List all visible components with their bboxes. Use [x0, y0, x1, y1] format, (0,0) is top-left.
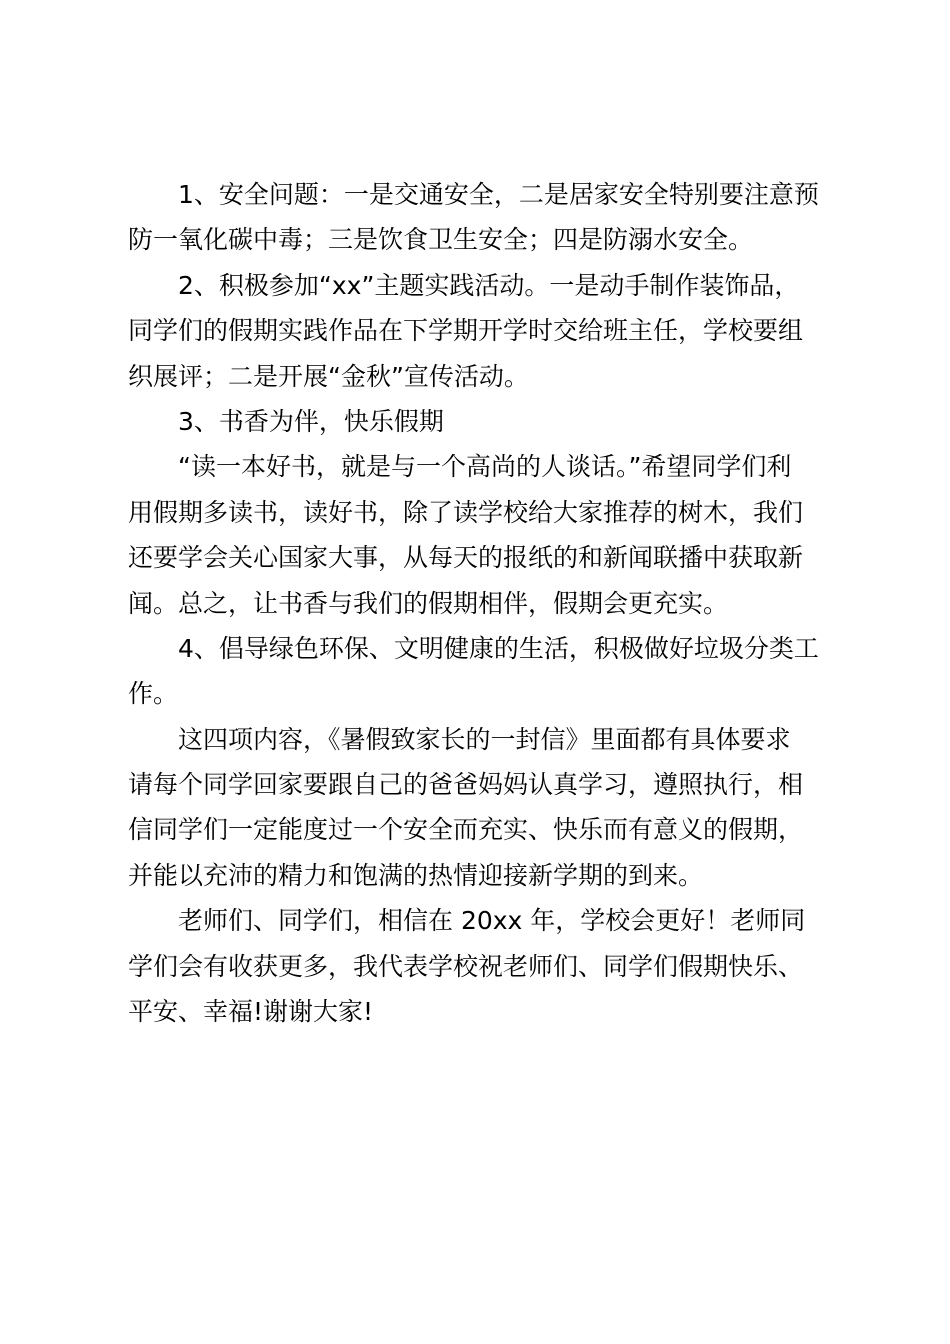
text-line: 4、倡导绿色环保、文明健康的生活，积极做好垃圾分类工	[178, 633, 819, 663]
paragraph-green-living	[128, 626, 834, 717]
paragraph-safety	[128, 172, 834, 263]
text-line: 信同学们一定能度过一个安全而充实、快乐而有意义的假期，	[128, 815, 804, 845]
text-line: 防一氧化碳中毒；三是饮食卫生安全；四是防溺水安全。	[128, 225, 754, 255]
paragraph-reading	[128, 444, 834, 626]
paragraph-reading-heading	[128, 399, 834, 444]
text-line: 作。	[128, 679, 179, 709]
paragraph-parent-letter	[128, 717, 834, 899]
document-body	[128, 172, 834, 1034]
text-line: 请每个同学回家要跟自己的爸爸妈妈认真学习，遵照执行，相	[128, 770, 804, 800]
text-line: 织展评；二是开展“金秋”宣传活动。	[128, 361, 529, 391]
text-line: 这四项内容，《暑假致家长的一封信》里面都有具体要求	[178, 724, 791, 754]
text-line: 平安、幸福!谢谢大家!	[128, 997, 374, 1027]
text-line: 1、安全问题：一是交通安全，二是居家安全特别要注意预	[178, 180, 819, 209]
paragraph-practice-activity	[128, 263, 834, 399]
text-line: 3、书香为伴，快乐假期	[178, 406, 444, 436]
text-line: 闻。总之，让书香与我们的假期相伴，假期会更充实。	[128, 588, 729, 618]
text-line: 学们会有收获更多，我代表学校祝老师们、同学们假期快乐、	[128, 951, 804, 981]
text-line: 同学们的假期实践作品在下学期开学时交给班主任，学校要组	[128, 316, 804, 346]
paragraph-closing	[128, 898, 834, 1034]
text-line: 并能以充沛的精力和饱满的热情迎接新学期的到来。	[128, 860, 704, 890]
text-line: 还要学会关心国家大事，从每天的报纸的和新闻联播中获取新	[128, 543, 804, 573]
text-line: 2、积极参加“xx”主题实践活动。一是动手制作装饰品，	[178, 270, 800, 300]
text-line: 用假期多读书，读好书，除了读学校给大家推荐的树木，我们	[128, 497, 804, 527]
text-line: “读一本好书，就是与一个高尚的人谈话。”希望同学们利	[178, 452, 792, 482]
text-line: 老师们、同学们，相信在 20xx 年，学校会更好！老师同	[178, 906, 806, 936]
